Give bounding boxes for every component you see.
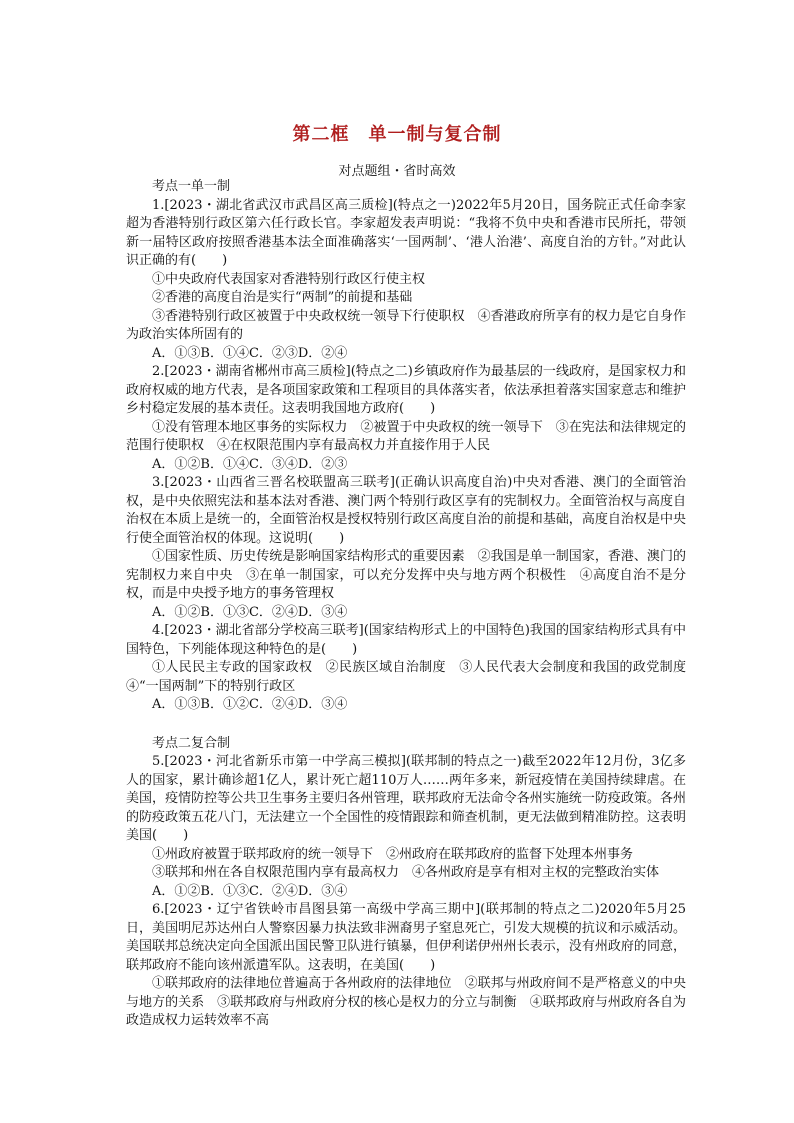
question-2-answers: A．①②B．①④C．③④D．②③	[152, 456, 348, 472]
question-2-option: ①没有管理本地区事务的实际权力 ②被置于中央政权的统一领导下 ③在宪法和法律规定的范围行使职权 ④在权限范围内享有最高权力并直接作用于人民	[126, 419, 686, 453]
question-5-option: ③联邦和州在各自权限范围内享有最高权力 ④各州政府是享有相对主权的完整政治实体	[152, 865, 660, 880]
question-1-option: ②香港的高度自治是实行“两制”的前提和基础	[152, 290, 413, 305]
section-heading-2: 考点二复合制	[152, 735, 231, 751]
page-title: 第二框 单一制与复合制	[292, 124, 502, 145]
question-6-option: ①联邦政府的法律地位普遍高于各州政府的法律地位 ②联邦与州政府间不是严格意义的中央与地方的关系 ③联邦政府与州政府分权的核心是权力的分立与制衡 ④联邦政府与州政府各自为政造成权力运转效率不高	[126, 976, 686, 1028]
question-4-answers: A．①③B．①②C．②④D．③④	[152, 697, 348, 712]
question-5-answers: A．①②B．①③C．②④D．③④	[152, 883, 348, 899]
section-heading-1: 考点一单一制	[152, 179, 231, 194]
question-2-stem: 2.[2023・湖南省郴州市高三质检](特点之二)乡镇政府作为最基层的一线政府，是国家权力和政府权威的地方代表，是各项国家政策和工程项目的具体落实者，依法承担着落实国家意志和维护乡村稳定发展的基本责任。这表明我国地方政府( )	[126, 364, 686, 416]
question-5-stem: 5.[2023・河北省新乐市第一中学高三模拟](联邦制的特点之一)截至2022年12月份，3亿多人的国家，累计确诊超1亿人，累计死亡超110万人……两年多来，新冠疫情在美国持续肆虐。在美国，疫情防控等公共卫生事务主要归各州管理，联邦政府无法命令各州实施统一防疫政策。各州的防疫政策五花八门，无法建立一个全国性的疫情跟踪和筛查机制，更无法做到精准防控。这表明美国( )	[126, 754, 686, 843]
section-spacer	[126, 715, 686, 735]
page-subtitle: 对点题组・省时高效	[338, 164, 456, 179]
question-1-stem: 1.[2023・湖北省武汉市武昌区高三质检](特点之一)2022年5月20日，国务院正式任命李家超为香港特别行政区第六任行政长官。李家超发表声明说：“我将不负中央和香港市民所托，带领新一届特区政府按照香港基本法全面准确落实‘一国两制’、‘港人治港’、高度自治的方针。”对此认识正确的有( )	[126, 197, 686, 268]
question-5-option: ①州政府被置于联邦政府的统一领导下 ②州政府在联邦政府的监督下处理本州事务	[152, 846, 634, 862]
question-3-option: ①国家性质、历史传统是影响国家结构形式的重要因素 ②我国是单一制国家，香港、澳门的宪制权力来自中央 ③在单一制国家，可以充分发挥中央与地方两个积极性 ④高度自治不是分权，而是中央授予地方的事务管理权	[126, 549, 686, 601]
question-4-stem: 4.[2023・湖北省部分学校高三联考](国家结构形式上的中国特色)我国的国家结构形式具有中国特色，下列能体现这种特色的是( )	[126, 623, 686, 657]
question-1-option: ③香港特别行政区被置于中央政权统一领导下行使职权 ④香港政府所享有的权力是它自身作为政治实体所固有的	[126, 308, 686, 342]
exercise-content	[126, 178, 700, 1031]
question-3-stem: 3.[2023・山西省三晋名校联盟高三联考](正确认识高度自治)中央对香港、澳门的全面管治权，是中央依照宪法和基本法对香港、澳门两个特别行政区享有的宪制权力。全面管治权与高度自治权在本质上是统一的，全面管治权是授权特别行政区高度自治的前提和基础，高度自治权是中央行使全面管治权的体现。这说明( )	[126, 475, 686, 546]
question-1-answers: A．①③B．①④C．②③D．②④	[152, 345, 348, 361]
question-4-option: ①人民民主专政的国家政权 ②民族区域自治制度 ③人民代表大会制度和我国的政党制度 ④“一国两制”下的特别行政区	[126, 660, 700, 694]
question-3-answers: A．①②B．①③C．②④D．③④	[152, 604, 348, 620]
question-6-stem: 6.[2023・辽宁省铁岭市昌图县第一高级中学高三期中](联邦制的特点之二)2020年5月25日，美国明尼苏达州白人警察因暴力执法致非洲裔男子窒息死亡，引发大规模的抗议和示威活动。美国联邦总统决定向全国派出国民警卫队进行镇暴，但伊利诺伊州州长表示，没有州政府的同意，联邦政府不能向该州派遣军队。这表明，在美国( )	[126, 902, 686, 973]
question-1-option: ①中央政府代表国家对香港特别行政区行使主权	[152, 271, 426, 287]
